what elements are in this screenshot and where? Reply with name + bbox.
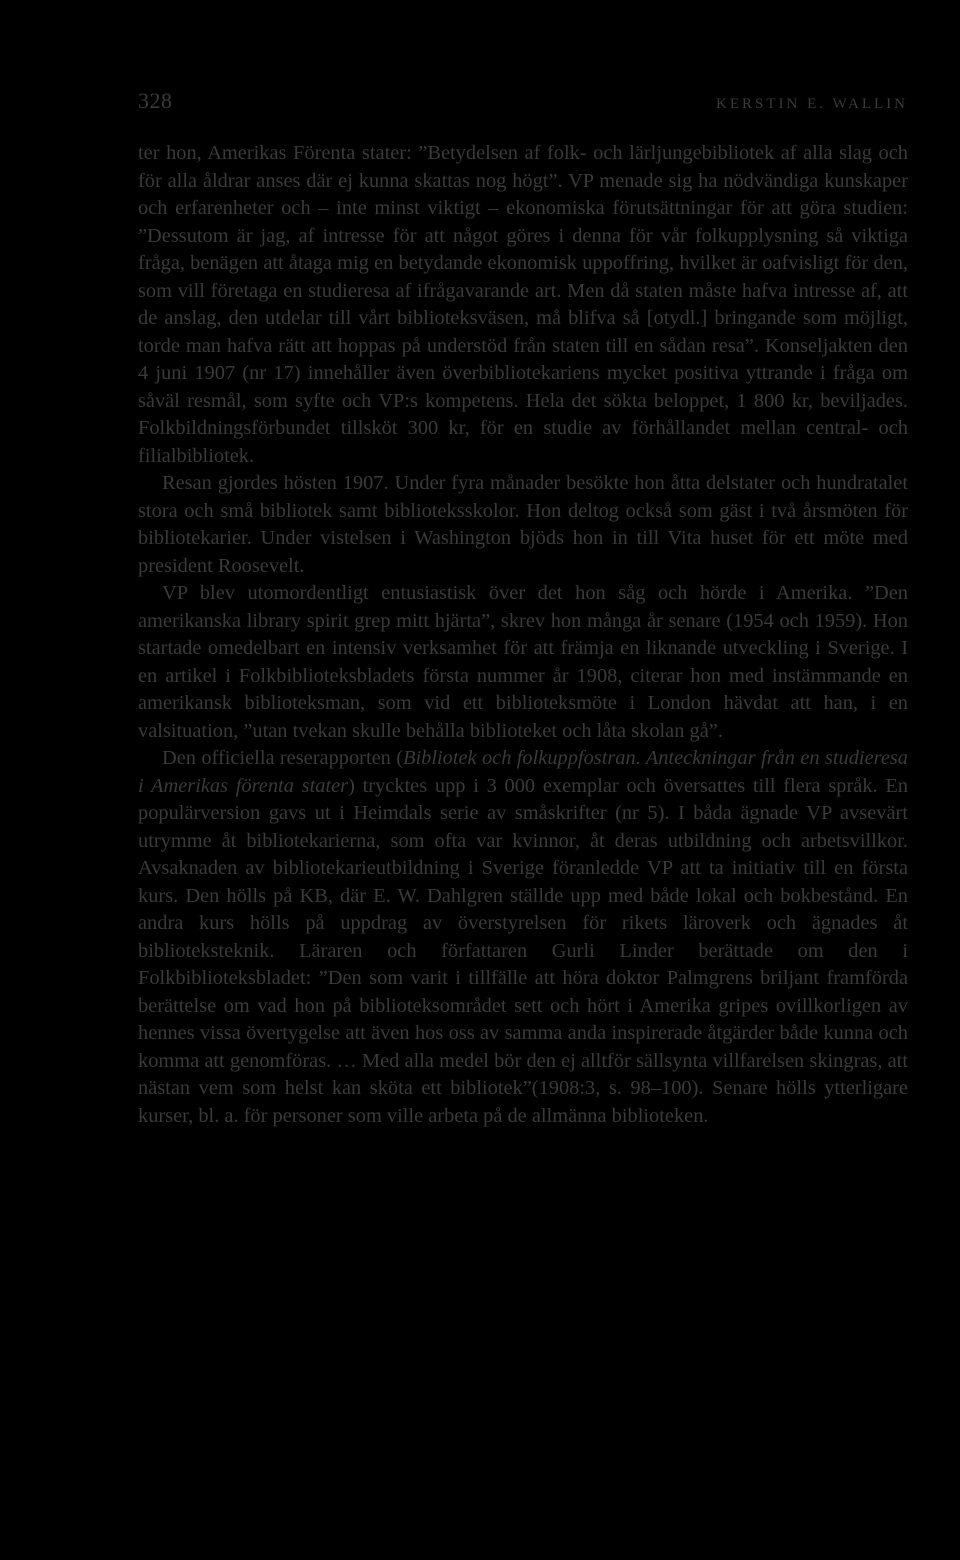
report-title: Bibliotek och folkuppfostran. Anteckningar från en studieresa i Amerikas förenta stater <box>138 747 908 797</box>
paragraph-application: ter hon, Amerikas Förenta stater: ”Betydelsen af folk- och lärljungebibliotek af alla slag och för alla åldrar anses där ej kunna skattas nog högt”. VP menade sig ha nödvändiga kunskaper och erfarenheter och – inte minst viktigt – ekonomiska förutsättningar för att göra studien: ”Dessutom är jag, af intresse för att något göres i denna för vår folkupplysning så viktiga fråga, benägen att åtaga mig en betydande ekonomisk uppoffring, hvilket är oafvisligt för den, som vill företaga en studieresa af ifrågavarande art. Men då staten måste hafva intresse af, att de anslag, den utdelar till vårt biblioteksväsen, må blifva så [otydl.] bringande som möjligt, torde man hafva rätt att hoppas på understöd från staten till en sådan resa”. Konseljakten den 4 juni 1907 (nr 17) innehåller även överbibliotekariens mycket positiva yttrande i fråga om såväl resmål, som syfte och VP:s kompetens. Hela det sökta beloppet, 1 800 kr, beviljades. Folkbildningsförbundet tillsköt 300 kr, för en studie av förhållandet mellan central- och filialbibliotek. <box>138 142 908 467</box>
running-title-author: KERSTIN E. WALLIN <box>716 96 908 112</box>
running-header <box>138 88 908 122</box>
book-page <box>138 88 908 1130</box>
paragraph-report <box>138 745 908 1130</box>
paragraph-enthusiasm: VP blev utomordentligt entusiastisk över det hon såg och hörde i Amerika. ”Den amerikanska library spirit grep mitt hjärta”, skrev hon många år senare (1954 och 1959). Hon startade omedelbart en intensiv verksamhet för att främja en liknande utveckling i Sverige. I en artikel i Folkbiblioteksbladets första nummer år 1908, citerar hon med instämmande en amerikansk biblioteksman, som vid ett biblioteksmöte i London hävdat att han, i en valsituation, ”utan tvekan skulle behålla biblioteket och låta skolan gå”. <box>138 582 908 742</box>
report-lead-text: Den officiella reserapporten ( <box>162 747 403 769</box>
body-text <box>138 140 908 1130</box>
paragraph-journey: Resan gjordes hösten 1907. Under fyra månader besökte hon åtta delstater och hundratalet stora och små bibliotek samt biblioteksskolor. Hon deltog också som gäst i två årsmöten för bibliotekarier. Under vistelsen i Washington bjöds hon in till Vita huset för ett möte med president Roosevelt. <box>138 472 908 577</box>
report-rest-text: ) trycktes upp i 3 000 exemplar och översattes till flera språk. En populärversion gavs ut i Heimdals serie av småskrifter (nr 5). I båda ägnade VP avsevärt utrymme åt bibliotekarierna, som ofta var kvinnor, åt deras utbildning och arbetsvillkor. Avsaknaden av bibliotekarieutbildning i Sverige föranledde VP att ta initiativ till en första kurs. Den hölls på KB, där E. W. Dahlgren ställde upp med både lokal och bokbestånd. En andra kurs hölls på uppdrag av överstyrelsen för rikets läroverk och ägnades åt biblioteksteknik. Läraren och författaren Gurli Linder berättade om den i Folkbiblioteksbladet: ”Den som varit i tillfälle att höra doktor Palmgrens briljant framförda berättelse om vad hon på biblioteksområdet sett och hört i Amerika gripes ovillkorligen av hennes vissa övertygelse att även hos oss av samma anda inspirerade åtgärder både kunna och komma att genomföras. … Med alla medel bör den ej alltför sällsynta villfarelsen skingras, att nästan vem som helst kan sköta ett bibliotek”(1908:3, s. 98–100). Senare hölls ytterligare kurser, bl. a. för personer som ville arbeta på de allmänna biblioteken. <box>138 774 908 1127</box>
page-number: 328 <box>138 88 173 113</box>
